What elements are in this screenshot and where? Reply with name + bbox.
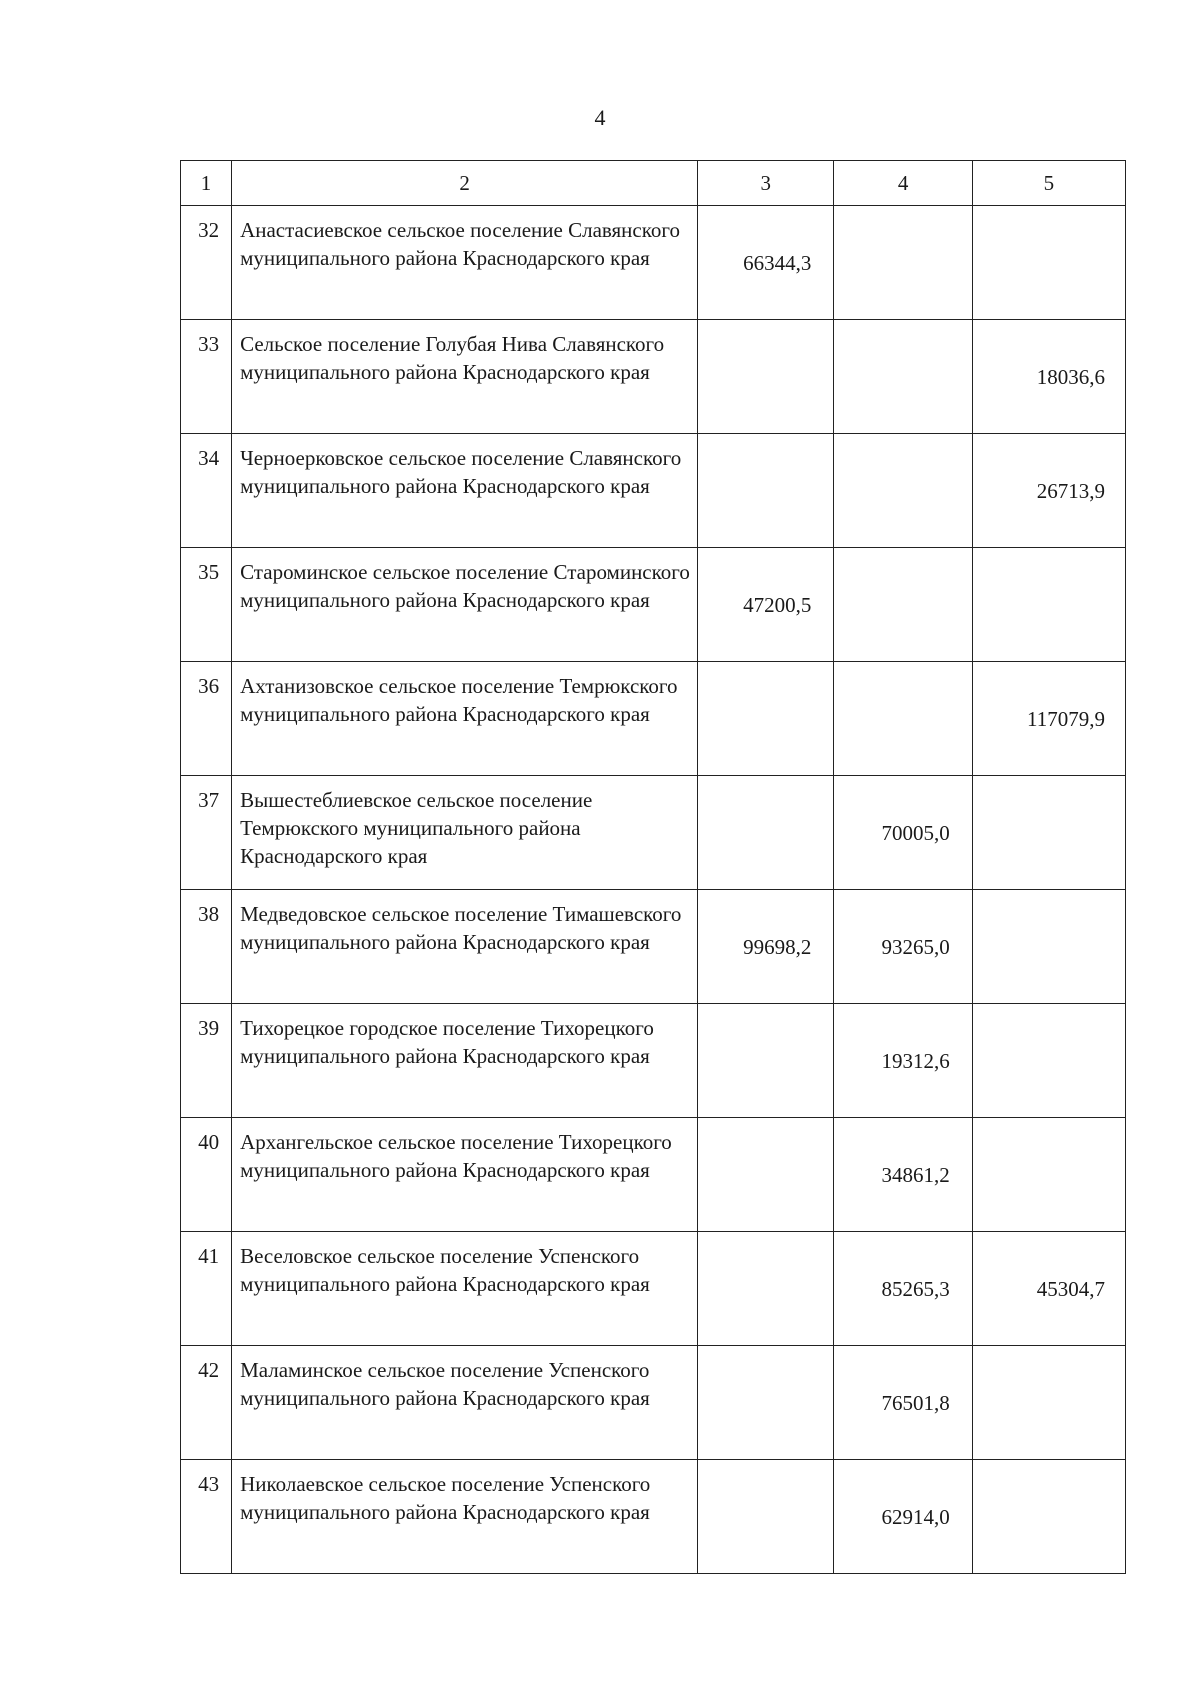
header-col-2: 2 xyxy=(232,161,698,206)
value-col-5 xyxy=(972,1118,1125,1232)
row-number: 38 xyxy=(181,890,232,1004)
value-col-5 xyxy=(972,548,1125,662)
value-col-4: 62914,0 xyxy=(834,1460,972,1574)
value-col-4 xyxy=(834,320,972,434)
value-col-5 xyxy=(972,1004,1125,1118)
table-row xyxy=(181,548,1126,662)
row-number: 43 xyxy=(181,1460,232,1574)
value-col-4 xyxy=(834,434,972,548)
header-col-1: 1 xyxy=(181,161,232,206)
settlement-name: Ахтанизовское сельское поселение Темрюкского муниципального района Краснодарского края xyxy=(232,662,698,776)
table-row xyxy=(181,662,1126,776)
value-col-5: 18036,6 xyxy=(972,320,1125,434)
value-col-3: 47200,5 xyxy=(698,548,834,662)
row-number: 34 xyxy=(181,434,232,548)
value-col-5 xyxy=(972,1460,1125,1574)
settlement-name: Сельское поселение Голубая Нива Славянского муниципального района Краснодарского края xyxy=(232,320,698,434)
value-col-5: 45304,7 xyxy=(972,1232,1125,1346)
row-number: 32 xyxy=(181,206,232,320)
value-col-4: 34861,2 xyxy=(834,1118,972,1232)
table-row xyxy=(181,1346,1126,1460)
settlement-name: Черноерковское сельское поселение Славянского муниципального района Краснодарского края xyxy=(232,434,698,548)
table-row xyxy=(181,1460,1126,1574)
allocation-table xyxy=(180,160,1126,1574)
value-col-4 xyxy=(834,206,972,320)
value-col-3 xyxy=(698,434,834,548)
value-col-3 xyxy=(698,1004,834,1118)
value-col-5 xyxy=(972,890,1125,1004)
value-col-4: 93265,0 xyxy=(834,890,972,1004)
table-row xyxy=(181,320,1126,434)
value-col-4 xyxy=(834,662,972,776)
value-col-4: 70005,0 xyxy=(834,776,972,890)
row-number: 42 xyxy=(181,1346,232,1460)
value-col-4 xyxy=(834,548,972,662)
settlement-name: Веселовское сельское поселение Успенского муниципального района Краснодарского края xyxy=(232,1232,698,1346)
row-number: 33 xyxy=(181,320,232,434)
table-row xyxy=(181,1118,1126,1232)
value-col-3 xyxy=(698,1460,834,1574)
row-number: 36 xyxy=(181,662,232,776)
settlement-name: Николаевское сельское поселение Успенского муниципального района Краснодарского края xyxy=(232,1460,698,1574)
table-row xyxy=(181,1004,1126,1118)
table-row xyxy=(181,434,1126,548)
table-row xyxy=(181,1232,1126,1346)
value-col-3 xyxy=(698,1346,834,1460)
header-col-5: 5 xyxy=(972,161,1125,206)
value-col-5 xyxy=(972,206,1125,320)
settlement-name: Староминское сельское поселение Староминского муниципального района Краснодарского края xyxy=(232,548,698,662)
settlement-name: Тихорецкое городское поселение Тихорецкого муниципального района Краснодарского края xyxy=(232,1004,698,1118)
settlement-name: Медведовское сельское поселение Тимашевского муниципального района Краснодарского края xyxy=(232,890,698,1004)
value-col-3: 66344,3 xyxy=(698,206,834,320)
value-col-4: 76501,8 xyxy=(834,1346,972,1460)
row-number: 41 xyxy=(181,1232,232,1346)
settlement-name: Архангельское сельское поселение Тихорецкого муниципального района Краснодарского края xyxy=(232,1118,698,1232)
settlement-name: Маламинское сельское поселение Успенского муниципального района Краснодарского края xyxy=(232,1346,698,1460)
value-col-5: 117079,9 xyxy=(972,662,1125,776)
row-number: 37 xyxy=(181,776,232,890)
value-col-5 xyxy=(972,776,1125,890)
value-col-3 xyxy=(698,776,834,890)
row-number: 35 xyxy=(181,548,232,662)
value-col-3 xyxy=(698,1118,834,1232)
value-col-3 xyxy=(698,1232,834,1346)
row-number: 39 xyxy=(181,1004,232,1118)
settlement-name: Вышестеблиевское сельское поселение Темрюкского муниципального района Краснодарского края xyxy=(232,776,698,890)
settlement-name: Анастасиевское сельское поселение Славянского муниципального района Краснодарского края xyxy=(232,206,698,320)
header-col-4: 4 xyxy=(834,161,972,206)
table-row xyxy=(181,890,1126,1004)
value-col-3 xyxy=(698,662,834,776)
table-row xyxy=(181,206,1126,320)
row-number: 40 xyxy=(181,1118,232,1232)
value-col-3 xyxy=(698,320,834,434)
value-col-4: 19312,6 xyxy=(834,1004,972,1118)
value-col-5: 26713,9 xyxy=(972,434,1125,548)
value-col-4: 85265,3 xyxy=(834,1232,972,1346)
value-col-5 xyxy=(972,1346,1125,1460)
table-header-row xyxy=(181,161,1126,206)
table-row xyxy=(181,776,1126,890)
page-number: 4 xyxy=(594,105,606,130)
header-col-3: 3 xyxy=(698,161,834,206)
value-col-3: 99698,2 xyxy=(698,890,834,1004)
